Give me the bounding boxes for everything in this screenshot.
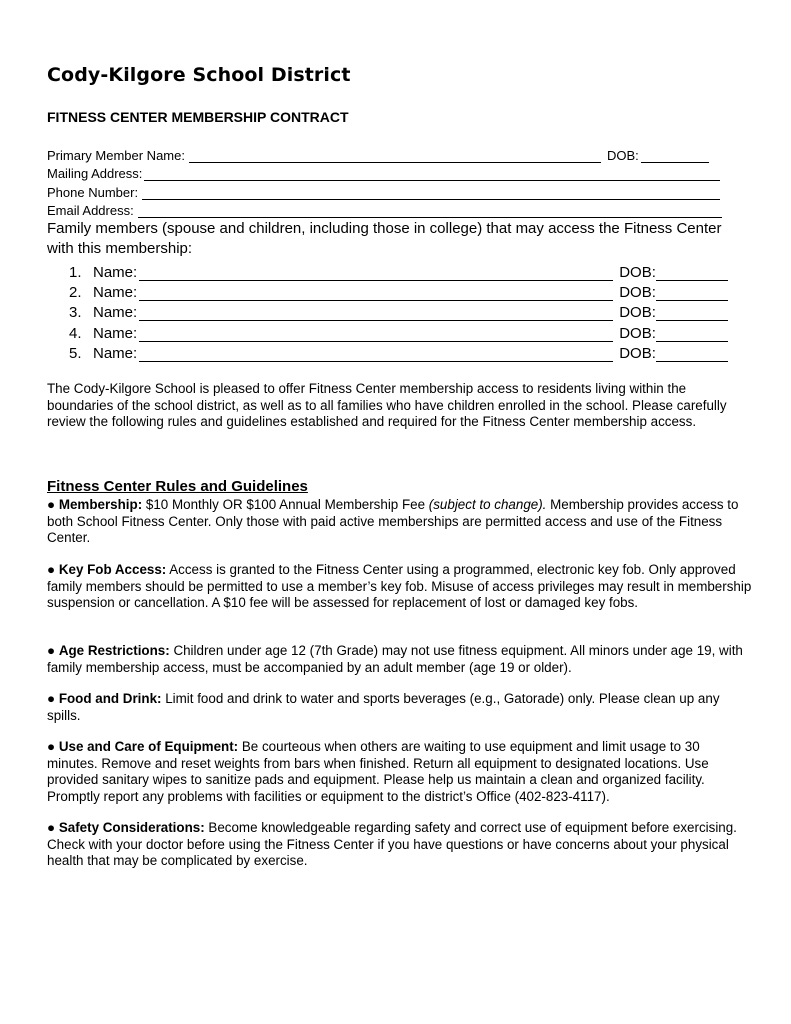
family-member-name-label: Name: (93, 304, 138, 321)
rule-term: Safety Considerations: (58, 820, 205, 835)
family-member-dob-label: DOB: (619, 325, 656, 342)
rule-text: Become knowledgeable regarding safety and correct use of equipment before exercising. Check with your doctor before using the Fitness Center if you have questions or have concerns about your physical health that may be complicated by exercise. (47, 820, 737, 868)
bullet-icon: ● (47, 562, 56, 577)
rule-fee-text: $10 Monthly OR $100 Annual Membership Fee (145, 497, 426, 512)
family-member-name-label: Name: (93, 264, 138, 281)
primary-member-row (47, 145, 709, 163)
family-member-row (69, 342, 728, 362)
family-member-name-blank[interactable] (139, 284, 613, 301)
mailing-address-row (47, 163, 720, 181)
phone-number-label: Phone Number: (47, 185, 139, 200)
bullet-icon: ● (47, 643, 56, 658)
family-member-name-label: Name: (93, 345, 138, 362)
rule-item-safety (47, 820, 752, 870)
family-member-name-label: Name: (93, 284, 138, 301)
phone-number-row (47, 182, 720, 200)
primary-member-label: Primary Member Name: (47, 148, 185, 163)
rules-heading: Fitness Center Rules and Guidelines (47, 478, 308, 495)
rule-text: Membership provides access to both School Fitness Center. Only those with paid active memberships are permitted access and use of the Fitness Center. (47, 497, 739, 545)
family-member-dob-blank[interactable] (656, 325, 728, 342)
document-title: Cody-Kilgore School District (47, 64, 351, 86)
bullet-icon: ● (47, 497, 56, 512)
primary-dob-blank[interactable] (641, 148, 709, 163)
family-member-name-blank[interactable] (139, 325, 613, 342)
rule-fee-note: (subject to change). (428, 497, 547, 512)
email-address-blank[interactable] (138, 203, 722, 218)
bullet-icon: ● (47, 739, 56, 754)
rule-term: Use and Care of Equipment: (58, 739, 239, 754)
primary-dob-label: DOB: (606, 148, 639, 163)
family-member-row (69, 281, 728, 301)
phone-number-blank[interactable] (142, 185, 720, 200)
family-member-number: 2. (69, 284, 82, 301)
family-member-number: 1. (69, 264, 82, 281)
bullet-icon: ● (47, 820, 56, 835)
family-member-name-blank[interactable] (139, 304, 613, 321)
family-member-dob-label: DOB: (619, 284, 656, 301)
email-address-label: Email Address: (47, 203, 134, 218)
rule-item-food-drink (47, 691, 752, 724)
family-member-dob-label: DOB: (619, 304, 656, 321)
document-subtitle: FITNESS CENTER MEMBERSHIP CONTRACT (47, 109, 349, 125)
family-member-row (69, 322, 728, 342)
family-member-name-blank[interactable] (139, 345, 613, 362)
rule-term: Food and Drink: (58, 691, 162, 706)
family-member-dob-blank[interactable] (656, 304, 728, 321)
bullet-icon: ● (47, 691, 56, 706)
family-members-intro: Family members (spouse and children, including those in college) that may access the Fitness Center with this membership: (47, 220, 722, 257)
family-member-dob-label: DOB: (619, 345, 656, 362)
rule-term: Age Restrictions: (58, 643, 170, 658)
family-member-number: 3. (69, 304, 82, 321)
family-member-number: 5. (69, 345, 82, 362)
email-address-row (47, 200, 722, 218)
primary-member-name-blank[interactable] (189, 148, 601, 163)
family-member-dob-blank[interactable] (656, 264, 728, 281)
family-member-row (69, 301, 728, 321)
rule-text: Be courteous when others are waiting to use equipment and limit usage to 30 minutes. Remove and reset weights from bars when finished. Return all equipment to designated locations. Use provided sanitary wipes to sanitize pads and equipment. Please help us maintain a clean and organized facility. Promptly report any problems with facilities or equipment to the district’s Office (402-823-4117). (47, 739, 709, 804)
rule-text: Access is granted to the Fitness Center using a programmed, electronic key fob. Only approved family members should be permitted to use a member’s key fob. Misuse of access privileges may result in membership suspension or cancellation. A $10 fee will be assessed for replacement of lost or damaged key fobs. (47, 562, 752, 610)
rule-item-age-restrictions (47, 643, 752, 676)
rule-item-membership (47, 497, 752, 547)
family-member-name-blank[interactable] (139, 264, 613, 281)
rule-text: Limit food and drink to water and sports beverages (e.g., Gatorade) only. Please clean up any spills. (47, 691, 720, 723)
family-member-dob-blank[interactable] (656, 284, 728, 301)
family-member-row (69, 261, 728, 281)
mailing-address-label: Mailing Address: (47, 166, 143, 181)
rule-term: Membership: (58, 497, 143, 512)
family-member-dob-blank[interactable] (656, 345, 728, 362)
family-member-number: 4. (69, 325, 82, 342)
intro-paragraph: The Cody-Kilgore School is pleased to offer Fitness Center membership access to residents living within the boundaries of the school district, as well as to all families who have children enrolled in the school. Please carefully review the following rules and guidelines established and required for the Fitness Center membership access. (47, 381, 727, 429)
rule-item-equipment (47, 739, 752, 805)
mailing-address-blank[interactable] (144, 166, 720, 181)
rule-text: Children under age 12 (7th Grade) may not use fitness equipment. All minors under age 19, with family membership access, must be accompanied by an adult member (age 19 or older). (47, 643, 743, 675)
rule-term: Key Fob Access: (58, 562, 167, 577)
rule-item-key-fob (47, 562, 752, 612)
family-member-dob-label: DOB: (619, 264, 656, 281)
family-member-name-label: Name: (93, 325, 138, 342)
